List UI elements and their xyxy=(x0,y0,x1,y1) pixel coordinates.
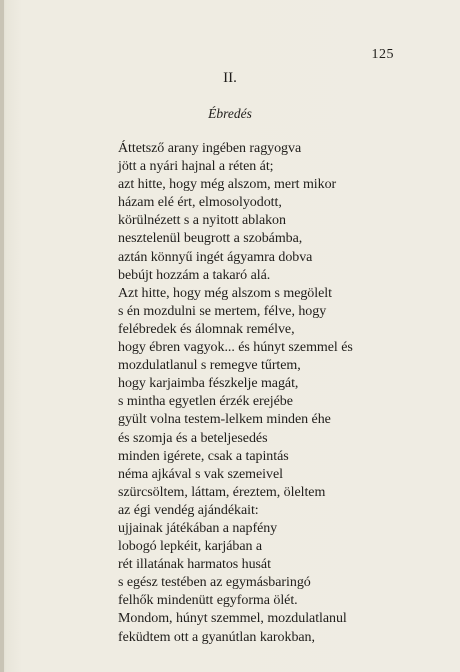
book-gutter-shadow xyxy=(0,0,4,672)
poem-line: jött a nyári hajnal a réten át; xyxy=(118,159,274,175)
poem-line: rét illatának harmatos husát xyxy=(118,557,271,573)
poem-line: azt hitte, hogy még alszom, mert mikor xyxy=(118,177,337,193)
page-number: 125 xyxy=(371,47,394,62)
poem-line: lobogó lepkéit, karjában a xyxy=(118,539,263,555)
poem-line: s én mozdulni se mertem, félve, hogy xyxy=(118,303,327,319)
poem-title: Ébredés xyxy=(208,106,252,121)
poem-line: Azt hitte, hogy még alszom s megölelt xyxy=(118,285,332,301)
poem-line: minden igérete, csak a tapintás xyxy=(118,448,289,464)
poem-line: s egész testében az egymásbaringó xyxy=(118,575,311,591)
poem-line: felébredek és álomnak remélve, xyxy=(118,321,295,337)
poem-line: s mintha egyetlen érzék erejébe xyxy=(118,394,293,410)
poem-line: szürcsöltem, láttam, éreztem, öleltem xyxy=(118,484,326,500)
poem-line: felhők mindenütt egyforma ölét. xyxy=(118,593,298,609)
poem-line: az égi vendég ajándékait: xyxy=(118,502,259,518)
poem-line: gyült volna testem-lelkem minden éhe xyxy=(118,412,331,428)
poem-line: hogy karjaimba fészkelje magát, xyxy=(118,376,299,392)
poem-line: körülnézett s a nyitott ablakon xyxy=(118,213,286,229)
poem-line: Mondom, húnyt szemmel, mozdulatlanul xyxy=(118,611,347,627)
poem-line: nesztelenül beugrott a szobámba, xyxy=(118,231,303,247)
poem-line: bebújt hozzám a takaró alá. xyxy=(118,267,271,283)
poem-line: néma ajkával s vak szemeivel xyxy=(118,466,283,482)
poem-line: házam elé ért, elmosolyodott, xyxy=(118,195,282,211)
poem-line: mozdulatlanul s remegve tűrtem, xyxy=(118,358,301,374)
poem-line: aztán könnyű ingét ágyamra dobva xyxy=(118,249,313,265)
poem-body xyxy=(118,140,353,647)
poem-line: Áttetsző arany ingében ragyogva xyxy=(118,141,302,156)
poem-line: ujjainak játékában a napfény xyxy=(118,520,278,536)
poem-line: és szomja és a beteljesedés xyxy=(118,430,268,446)
poem-line: feküdtem ott a gyanútlan karokban, xyxy=(118,629,315,645)
section-number: II. xyxy=(223,70,237,86)
poem-line: hogy ébren vagyok... és húnyt szemmel és xyxy=(118,340,353,356)
